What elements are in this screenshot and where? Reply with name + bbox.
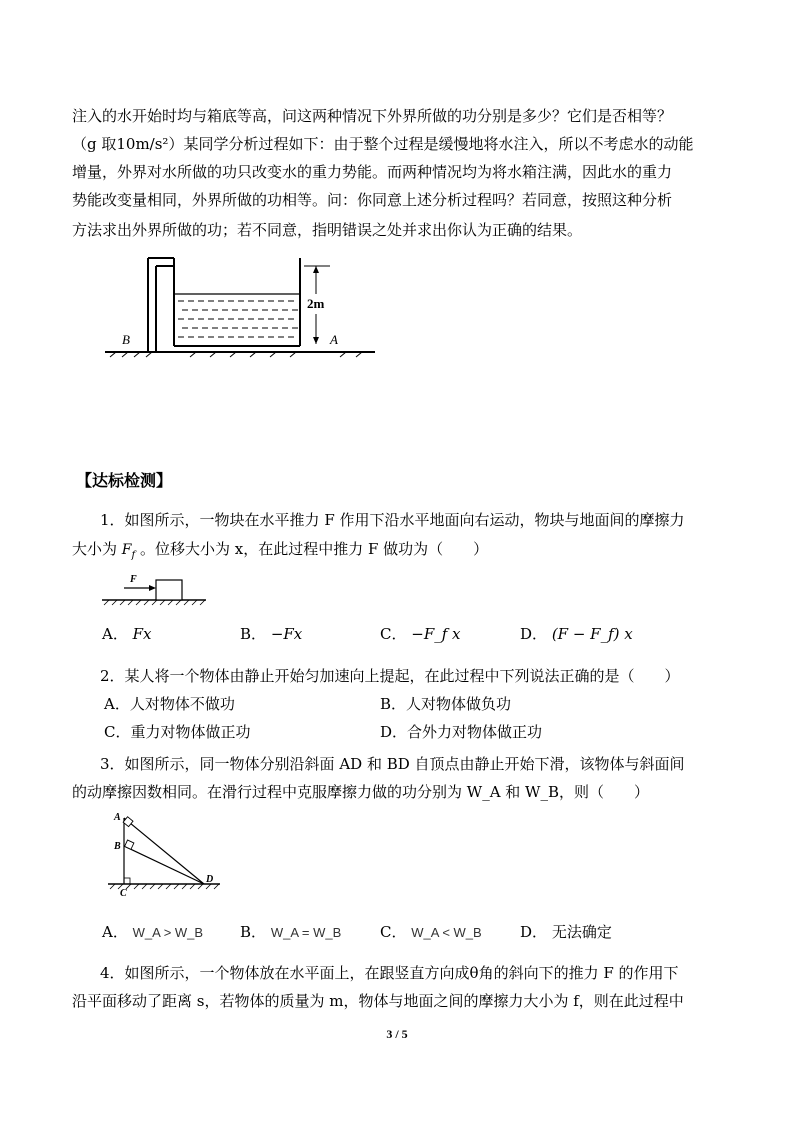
q3-option-b[interactable]: [240, 921, 341, 944]
section-title: 【达标检测】: [76, 471, 173, 490]
q2-stem: 2．某人将一个物体由静止开始匀加速向上提起，在此过程中下列说法正确的是（ ）: [100, 667, 680, 685]
q3-option-b-expr: W_A = W_B: [270, 925, 342, 940]
q3-label-c: C: [120, 888, 127, 896]
q1-option-b-letter: B．: [240, 625, 267, 643]
q3-option-c-expr: W_A < W_B: [411, 925, 482, 940]
page-number: 3 / 5: [386, 1027, 408, 1041]
q3-label-a: A: [114, 812, 121, 823]
q3-label-d: D: [206, 874, 214, 885]
q1-option-a[interactable]: [102, 623, 152, 645]
q1-option-a-letter: A．: [102, 625, 128, 643]
tank-height-label: 2m: [307, 296, 325, 311]
water-tank-figure: [100, 254, 380, 358]
tank-label-a: A: [330, 332, 338, 347]
prev-problem-line-5: 方法求出外界所做的功；若不同意，指明错误之处并求出你认为正确的结果。: [72, 221, 583, 239]
tank-label-b: B: [122, 332, 130, 347]
q1-stem-line-2: [72, 538, 488, 567]
q3-option-a-letter: A．: [102, 923, 128, 941]
q3-option-c[interactable]: [380, 921, 482, 944]
q4-stem-line-1: 4．如图所示，一个物体放在水平面上，在跟竖直方向成θ角的斜向下的推力 F 的作用下: [100, 964, 679, 982]
q4-stem-line-2: 沿平面移动了距离 s，若物体的质量为 m，物体与地面之间的摩擦力大小为 f，则在此过程中: [72, 992, 684, 1010]
q1-stem-line-1: 1．如图所示，一物块在水平推力 F 作用下沿水平地面向右运动，物块与地面间的摩擦力: [100, 511, 685, 529]
q3-option-d-letter: D．: [520, 923, 548, 941]
q2-option-c[interactable]: C．重力对物体做正功: [104, 723, 251, 741]
q1-option-c[interactable]: [380, 623, 461, 645]
q3-option-a-expr: W_A > W_B: [132, 925, 204, 940]
q1-block-figure: [102, 572, 208, 606]
q2-option-d[interactable]: D．合外力对物体做正功: [380, 723, 543, 741]
prev-problem-line-4: 势能改变量相同，外界所做的功相等。问：你同意上述分析过程吗？若同意，按照这种分析: [72, 191, 673, 209]
q1-option-d[interactable]: [520, 623, 633, 645]
q1-friction-var: F: [121, 542, 132, 558]
q1-stem-prefix: 大小为: [72, 540, 118, 558]
q1-option-b-expr: −Fx: [270, 625, 303, 643]
q3-stem-line-1: 3．如图所示，同一物体分别沿斜面 AD 和 BD 自顶点由静止开始下滑，该物体与斜面间: [100, 755, 685, 773]
q3-option-d[interactable]: [520, 921, 612, 943]
q3-incline-figure: [104, 810, 224, 896]
q2-option-a[interactable]: A．人对物体不做功: [104, 695, 235, 713]
q3-label-b: B: [114, 841, 121, 852]
q1-option-a-expr: Fx: [132, 625, 152, 643]
q2-option-b[interactable]: B．人对物体做负功: [380, 695, 512, 713]
q1-stem-suffix: 。位移大小为 x，在此过程中推力 F 做功为（ ）: [140, 540, 489, 558]
q1-option-c-letter: C．: [380, 625, 407, 643]
q3-option-b-letter: B．: [240, 923, 267, 941]
q3-option-c-letter: C．: [380, 923, 407, 941]
q1-option-b[interactable]: [240, 623, 302, 645]
q3-option-a[interactable]: [102, 921, 203, 944]
q1-option-d-letter: D．: [520, 625, 548, 643]
q3-stem-line-2: 的动摩擦因数相同。在滑行过程中克服摩擦力做的功分别为 W_A 和 W_B，则（ ）: [72, 783, 649, 801]
q1-force-label: F: [130, 574, 137, 585]
prev-problem-line-1: 注入的水开始时均与箱底等高，问这两种情况下外界所做的功分别是多少？它们是否相等？: [72, 107, 673, 125]
q1-option-c-expr: −F_f x: [411, 625, 461, 643]
prev-problem-line-3: 增量，外界对水所做的功只改变水的重力势能。而两种情况均为将水箱注满，因此水的重力: [72, 163, 673, 181]
prev-problem-line-2: （g 取10m/s²）某同学分析过程如下：由于整个过程是缓慢地将水注入，所以不考虑水的动能: [72, 135, 694, 153]
q1-friction-sub: f: [131, 550, 136, 561]
q1-option-d-expr: (F − F_f) x: [551, 625, 633, 643]
q3-option-d-expr: 无法确定: [551, 923, 612, 941]
